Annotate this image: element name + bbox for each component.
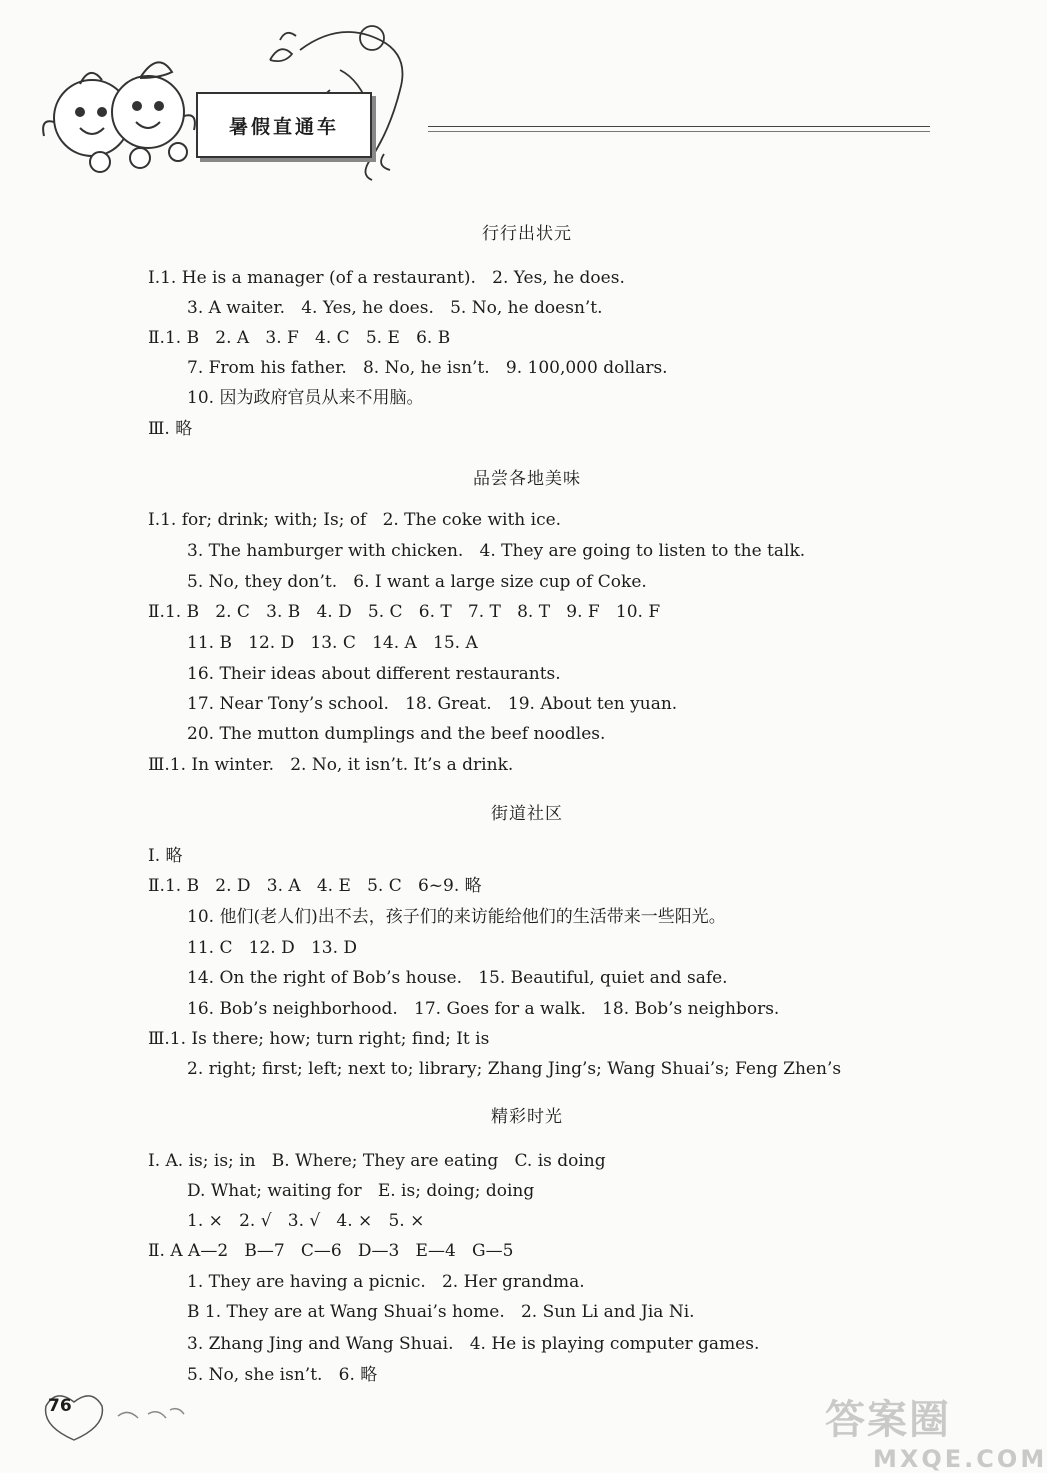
page-number: 76 xyxy=(48,1396,72,1416)
answer-line: 11. B 12. D 13. C 14. A 15. A xyxy=(187,633,478,653)
answer-line: Ⅱ. A A—2 B—7 C—6 D—3 E—4 G—5 xyxy=(148,1241,514,1261)
answer-line: 3. Zhang Jing and Wang Shuai. 4. He is playing computer games. xyxy=(187,1334,760,1354)
answer-line: 16. Bob’s neighborhood. 17. Goes for a walk. 18. Bob’s neighbors. xyxy=(187,999,780,1019)
answer-line: Ⅲ. 略 xyxy=(148,419,193,439)
answer-line: Ⅲ.1. Is there; how; turn right; find; It is xyxy=(148,1029,490,1049)
header-rule xyxy=(428,126,930,127)
answer-line: 17. Near Tony’s school. 18. Great. 19. About ten yuan. xyxy=(187,694,678,714)
answer-line: 3. The hamburger with chicken. 4. They are going to listen to the talk. xyxy=(187,541,806,561)
answer-line: 10. 因为政府官员从来不用脑。 xyxy=(187,388,424,408)
answer-line: D. What; waiting for E. is; doing; doing xyxy=(187,1181,535,1201)
banner-title: 暑假直通车 xyxy=(196,92,372,158)
answer-line: Ⅲ.1. In winter. 2. No, it isn’t. It’s a drink. xyxy=(148,755,514,775)
answer-line: 5. No, she isn’t. 6. 略 xyxy=(187,1365,378,1385)
watermark xyxy=(825,1388,1047,1473)
answer-line: 20. The mutton dumplings and the beef noodles. xyxy=(187,724,606,744)
answer-line: Ⅰ. A. is; is; in B. Where; They are eating C. is doing xyxy=(148,1151,606,1171)
answer-line: Ⅰ.1. for; drink; with; Is; of 2. The coke with ice. xyxy=(148,510,562,530)
answer-line: 10. 他们(老人们)出不去，孩子们的来访能给他们的生活带来一些阳光。 xyxy=(187,907,726,927)
watermark-logo-text: 答案圈 xyxy=(825,1397,951,1443)
section-title: 街道社区 xyxy=(491,804,563,824)
section-title: 行行出状元 xyxy=(482,224,572,244)
answer-line: Ⅰ. 略 xyxy=(148,846,183,866)
page-header xyxy=(0,0,1000,200)
header-rule xyxy=(428,131,930,132)
section-title: 精彩时光 xyxy=(491,1107,563,1127)
answer-line: 5. No, they don’t. 6. I want a large size cup of Coke. xyxy=(187,572,647,592)
answer-line: 2. right; first; left; next to; library; Zhang Jing’s; Wang Shuai’s; Feng Zhen’s xyxy=(187,1059,842,1079)
answer-line: 14. On the right of Bob’s house. 15. Beautiful, quiet and safe. xyxy=(187,968,728,988)
answer-line: Ⅱ.1. B 2. C 3. B 4. D 5. C 6. T 7. T 8. T 9. F 10. F xyxy=(148,602,661,622)
answer-line: 1. × 2. √ 3. √ 4. × 5. × xyxy=(187,1211,425,1231)
answer-line: Ⅱ.1. B 2. A 3. F 4. C 5. E 6. B xyxy=(148,328,451,348)
watermark-url: MXQE.COM xyxy=(873,1445,1047,1473)
answer-line: 16. Their ideas about different restaurants. xyxy=(187,664,561,684)
answer-line: B 1. They are at Wang Shuai’s home. 2. Sun Li and Jia Ni. xyxy=(187,1302,695,1322)
answer-line: 1. They are having a picnic. 2. Her grandma. xyxy=(187,1272,585,1292)
answer-line: 7. From his father. 8. No, he isn’t. 9. 100,000 dollars. xyxy=(187,358,668,378)
answer-line: 11. C 12. D 13. D xyxy=(187,938,358,958)
section-title: 品尝各地美味 xyxy=(473,469,581,489)
answer-line: 3. A waiter. 4. Yes, he does. 5. No, he doesn’t. xyxy=(187,298,603,318)
answer-line: Ⅰ.1. He is a manager (of a restaurant). 2. Yes, he does. xyxy=(148,268,625,288)
answer-line: Ⅱ.1. B 2. D 3. A 4. E 5. C 6~9. 略 xyxy=(148,876,482,896)
